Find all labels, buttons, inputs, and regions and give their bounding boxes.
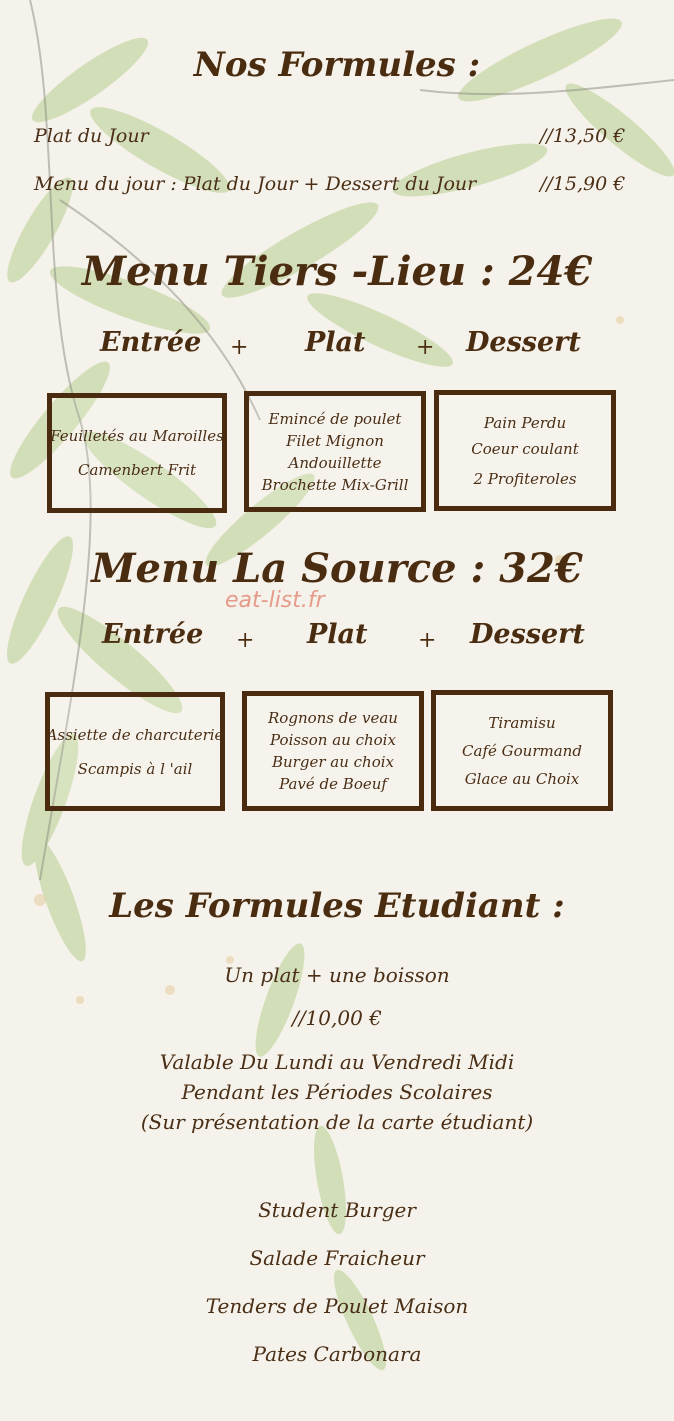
menu-item: Poisson au choix bbox=[270, 731, 396, 749]
formules-etudiant-title: Les Formules Etudiant : bbox=[109, 886, 565, 926]
tiers-col-plat: Plat bbox=[305, 327, 366, 358]
etudiant-condition-3: (Sur présentation de la carte étudiant) bbox=[140, 1110, 534, 1134]
plat-du-jour-label: Plat du Jour bbox=[34, 125, 149, 147]
source-plus-1: + bbox=[236, 628, 255, 653]
tiers-plat-box bbox=[244, 391, 426, 512]
menu-du-jour-price: //15,90 € bbox=[540, 173, 626, 195]
menu-item: Café Gourmand bbox=[462, 741, 582, 760]
source-entree-box bbox=[45, 692, 225, 811]
menu-du-jour-label: Menu du jour : Plat du Jour + Dessert du Jour bbox=[34, 173, 477, 195]
tiers-dessert-box bbox=[434, 390, 616, 511]
menu-item: Feuilletés au Maroilles bbox=[50, 427, 224, 445]
tiers-col-entree: Entrée bbox=[100, 327, 202, 358]
etudiant-condition-2: Pendant les Périodes Scolaires bbox=[181, 1080, 493, 1104]
etudiant-item: Pates Carbonara bbox=[252, 1342, 422, 1366]
etudiant-item: Salade Fraicheur bbox=[249, 1246, 425, 1270]
menu-item: Filet Mignon bbox=[286, 431, 384, 450]
source-col-dessert: Dessert bbox=[470, 619, 585, 650]
menu-item: Brochette Mix-Grill bbox=[261, 475, 409, 494]
menu-item: Coeur coulant bbox=[471, 439, 579, 458]
source-col-plat: Plat bbox=[307, 619, 368, 650]
menu-item: Pain Perdu bbox=[483, 413, 567, 432]
tiers-entree-box bbox=[47, 393, 227, 513]
menu-item: Andouillette bbox=[288, 453, 382, 472]
menu-item: Emincé de poulet bbox=[268, 409, 402, 428]
menu-tiers-lieu-title: Menu Tiers -Lieu : 24€ bbox=[81, 248, 593, 295]
menu-item: Pavé de Boeuf bbox=[279, 775, 387, 793]
etudiant-condition-1: Valable Du Lundi au Vendredi Midi bbox=[159, 1050, 515, 1074]
source-dessert-box bbox=[431, 690, 613, 811]
menu-item: Glace au Choix bbox=[464, 769, 580, 788]
etudiant-price: //10,00 € bbox=[292, 1006, 382, 1030]
menu-item: Scampis à l 'ail bbox=[77, 759, 193, 778]
menu-item: Rognons de veau bbox=[268, 709, 398, 727]
etudiant-item: Student Burger bbox=[258, 1198, 416, 1222]
tiers-plus-1: + bbox=[230, 335, 249, 360]
etudiant-item: Tenders de Poulet Maison bbox=[205, 1294, 469, 1318]
tiers-col-dessert: Dessert bbox=[466, 327, 581, 358]
menu-item: Camenbert Frit bbox=[77, 461, 197, 479]
formules-title: Nos Formules : bbox=[193, 45, 481, 85]
etudiant-offer: Un plat + une boisson bbox=[224, 963, 450, 987]
menu-item: Assiette de charcuterie bbox=[46, 725, 224, 744]
plat-du-jour-price: //13,50 € bbox=[540, 125, 626, 147]
menu-la-source-title: Menu La Source : 32€ bbox=[91, 545, 583, 592]
source-col-entree: Entrée bbox=[102, 619, 204, 650]
source-plat-box bbox=[242, 691, 424, 811]
menu-item: Tiramisu bbox=[488, 713, 556, 732]
watermark: eat-list.fr bbox=[225, 588, 325, 613]
source-plus-2: + bbox=[418, 628, 437, 653]
menu-item: 2 Profiteroles bbox=[473, 469, 577, 488]
menu-item: Burger au choix bbox=[272, 753, 394, 771]
tiers-plus-2: + bbox=[416, 335, 435, 360]
